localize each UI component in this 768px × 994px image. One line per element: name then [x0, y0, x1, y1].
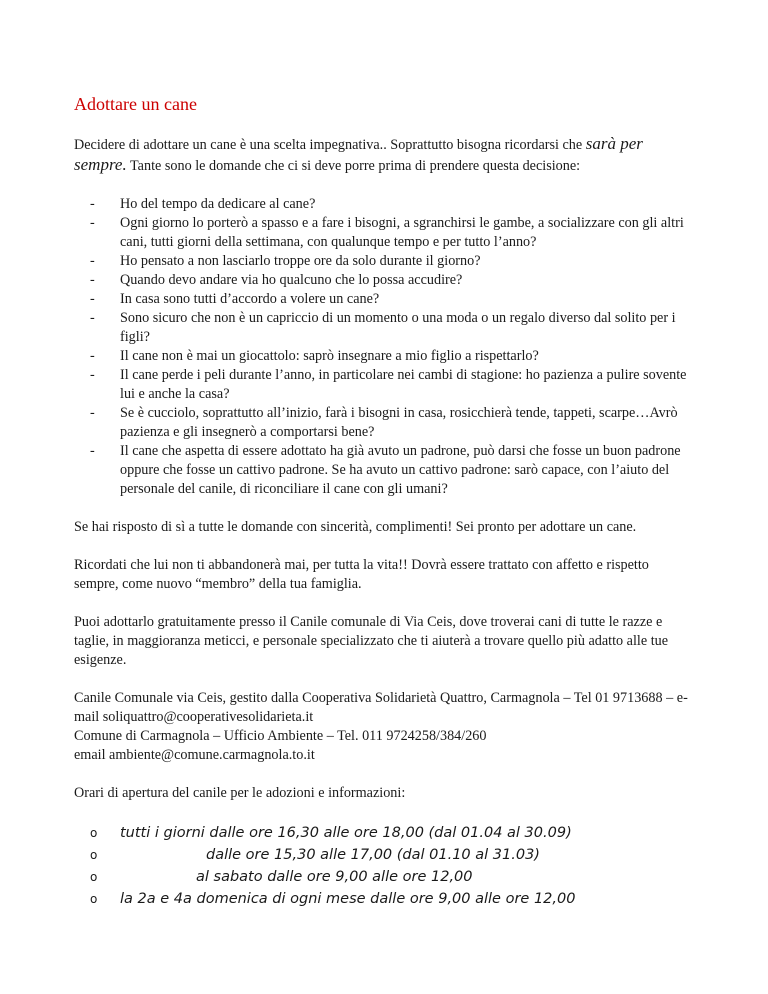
contact-block [74, 689, 694, 765]
list-item [74, 309, 694, 347]
hours-text: tutti i giorni dalle ore 16,30 alle ore 18,00 (dal 01.04 al 30.09) [120, 825, 572, 841]
list-item [74, 271, 694, 290]
question-text: Il cane che aspetta di essere adottato ha già avuto un padrone, può darsi che fosse un buon padrone oppure che fosse un cattivo padrone. Se ha avuto un cattivo padrone: sarò capace, con l’aiuto del personale del canile, di riconciliare il cane con gli umani? [120, 443, 681, 497]
circle-bullet: o [90, 892, 98, 906]
hours-intro: Orari di apertura del canile per le adozioni e informazioni: [74, 785, 406, 801]
dash-bullet: - [90, 405, 95, 421]
question-text: Ho pensato a non lasciarlo troppe ore da solo durante il giorno? [120, 253, 481, 269]
question-text: Ogni giorno lo porterò a spasso e a fare i bisogni, a sgranchirsi le gambe, a socializzare con gli altri cani, tutti giorni della settimana, con qualunque tempo e per tutto l’anno? [120, 215, 684, 250]
intro-paragraph [74, 134, 694, 176]
list-item [74, 214, 694, 252]
questions-list [74, 195, 694, 499]
hours-text: la 2a e 4a domenica di ogni mese dalle ore 9,00 alle ore 12,00 [120, 891, 576, 907]
adopt-paragraph: Puoi adottarlo gratuitamente presso il Canile comunale di Via Ceis, dove troverai cani di tutte le razze e taglie, in maggioranza meticci, e personale specializzato che ti aiuterà a trovare quello più adatto alle tue esigenze. [74, 614, 669, 668]
list-item [74, 822, 694, 844]
kennel-contact: Canile Comunale via Ceis, gestito dalla Cooperativa Solidarietà Quattro, Carmagnola – Tel 01 9713688 – e-mail soliquattro@cooperativesolidarieta.it [74, 690, 688, 725]
dash-bullet: - [90, 348, 95, 364]
congrats-paragraph: Se hai risposto di sì a tutte le domande con sincerità, complimenti! Sei pronto per adottare un cane. [74, 519, 637, 535]
opening-hours-list [74, 822, 694, 910]
dash-bullet: - [90, 253, 95, 269]
question-text: Il cane perde i peli durante l’anno, in particolare nei cambi di stagione: ho pazienza a pulire sovente lui e anche la casa? [120, 367, 687, 402]
list-item [74, 442, 694, 499]
municipality-email: email ambiente@comune.carmagnola.to.it [74, 747, 315, 763]
list-item [74, 366, 694, 404]
document-body [74, 92, 694, 910]
dash-bullet: - [90, 310, 95, 326]
list-item [74, 347, 694, 366]
question-text: Sono sicuro che non è un capriccio di un momento o una moda o un regalo diverso dal solito per i figli? [120, 310, 676, 345]
list-item [74, 888, 694, 910]
municipality-contact: Comune di Carmagnola – Ufficio Ambiente – Tel. 011 9724258/384/260 [74, 728, 487, 744]
question-text: Il cane non è mai un giocattolo: saprò insegnare a mio figlio a rispettarlo? [120, 348, 539, 364]
dash-bullet: - [90, 367, 95, 383]
intro-text-end: Tante sono le domande che ci si deve porre prima di prendere questa decisione: [126, 158, 581, 174]
dash-bullet: - [90, 291, 95, 307]
list-item [74, 252, 694, 271]
remember-paragraph: Ricordati che lui non ti abbandonerà mai, per tutta la vita!! Dovrà essere trattato con affetto e rispetto sempre, come nuovo “membro” della tua famiglia. [74, 557, 649, 592]
dash-bullet: - [90, 196, 95, 212]
intro-emphasis: sarà per sempre. [74, 134, 643, 174]
list-item [74, 290, 694, 309]
list-item [74, 844, 694, 866]
question-text: Se è cucciolo, soprattutto all’inizio, farà i bisogni in casa, rosicchierà tende, tappeti, scarpe…Avrò pazienza e gli insegnerò a comportarsi bene? [120, 405, 678, 440]
list-item [74, 404, 694, 442]
hours-text: al sabato dalle ore 9,00 alle ore 12,00 [196, 869, 473, 885]
list-item [74, 195, 694, 214]
question-text: Ho del tempo da dedicare al cane? [120, 196, 316, 212]
hours-text: dalle ore 15,30 alle 17,00 (dal 01.10 al 31.03) [206, 847, 540, 863]
question-text: In casa sono tutti d’accordo a volere un cane? [120, 291, 380, 307]
question-text: Quando devo andare via ho qualcuno che lo possa accudire? [120, 272, 463, 288]
circle-bullet: o [90, 870, 98, 884]
list-item [74, 866, 694, 888]
dash-bullet: - [90, 272, 95, 288]
circle-bullet: o [90, 848, 98, 862]
dash-bullet: - [90, 215, 95, 231]
page-title: Adottare un cane [74, 94, 197, 114]
intro-text-start: Decidere di adottare un cane è una scelta impegnativa.. Soprattutto bisogna ricordarsi che [74, 137, 586, 153]
circle-bullet: o [90, 826, 98, 840]
dash-bullet: - [90, 443, 95, 459]
